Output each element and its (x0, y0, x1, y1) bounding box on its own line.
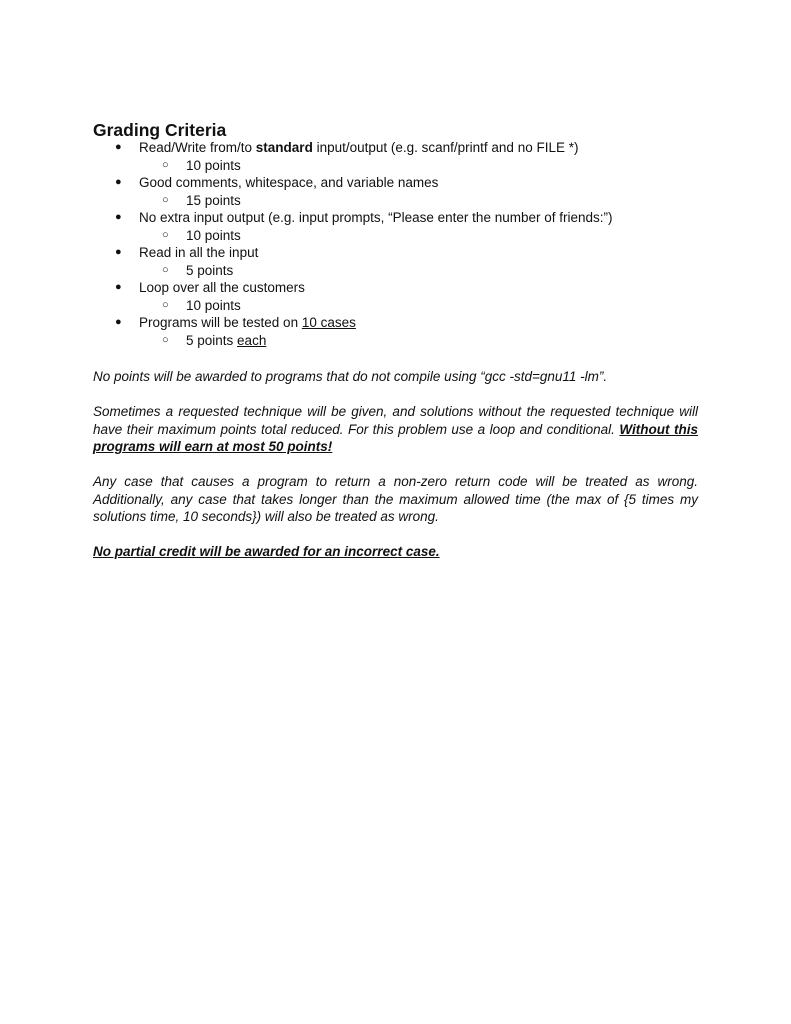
technique-note (93, 403, 698, 456)
bullet-icon: ● (115, 246, 122, 258)
criteria-points (186, 332, 266, 349)
technique-note-text: Sometimes a requested technique will be given, and solutions without the requested technique will have their maximum points total reduced. For this problem use a loop and conditional. (93, 404, 698, 437)
criteria-item-no-extra-output (0, 209, 791, 244)
bullet-icon: ● (115, 176, 122, 188)
criteria-points: 10 points (186, 297, 241, 313)
criteria-text (139, 139, 578, 156)
criteria-item-test-cases (0, 314, 791, 349)
criteria-item-standard-io (0, 139, 791, 174)
sub-bullet-icon: ○ (162, 333, 169, 346)
criteria-points-pre: 5 points (186, 332, 238, 348)
bullet-icon: ● (115, 141, 122, 153)
criteria-points: 10 points (186, 157, 241, 173)
criteria-text-post: input/output (e.g. scanf/printf and no FILE *) (312, 140, 579, 155)
criteria-text (139, 314, 356, 331)
criteria-points-underline: each (237, 332, 267, 348)
criteria-text-pre: Read/Write from/to (139, 140, 256, 155)
criteria-item-comments (0, 174, 791, 209)
partial-credit-note (93, 543, 698, 561)
criteria-points: 15 points (186, 192, 241, 208)
bullet-icon: ● (115, 281, 122, 293)
criteria-text-underline: 10 cases (301, 315, 356, 330)
criteria-text: Read in all the input (139, 245, 259, 260)
sub-bullet-icon: ○ (162, 158, 169, 171)
criteria-text-bold: standard (255, 140, 313, 155)
criteria-text-pre: Programs will be tested on (139, 315, 302, 330)
sub-bullet-icon: ○ (162, 263, 169, 276)
technique-warning: Without this programs will earn at most 50 points! (93, 421, 699, 454)
return-code-note: Any case that causes a program to return a non-zero return code will be treated as wrong. Additionally, any case that takes longer than the maximum allowed time (the max of {5 times my solutions time, 10 seconds}) will also be treated as wrong. (93, 474, 698, 524)
sub-bullet-icon: ○ (162, 228, 169, 241)
bullet-icon: ● (115, 211, 122, 223)
criteria-points: 10 points (186, 227, 241, 243)
criteria-item-read-input (0, 244, 791, 279)
grading-criteria-list (0, 139, 791, 349)
criteria-text: No extra input output (e.g. input prompts, “Please enter the number of friends:”) (139, 210, 613, 225)
sub-bullet-icon: ○ (162, 193, 169, 206)
criteria-item-loop (0, 279, 791, 314)
criteria-text: Loop over all the customers (139, 280, 305, 295)
compile-note: No points will be awarded to programs that do not compile using “gcc -std=gnu11 -lm”. (93, 369, 608, 384)
partial-credit-text: No partial credit will be awarded for an incorrect case. (93, 544, 440, 559)
bullet-icon: ● (115, 316, 122, 328)
criteria-text: Good comments, whitespace, and variable names (139, 175, 439, 190)
section-heading: Grading Criteria (93, 120, 227, 140)
sub-bullet-icon: ○ (162, 298, 169, 311)
criteria-points: 5 points (186, 262, 234, 278)
